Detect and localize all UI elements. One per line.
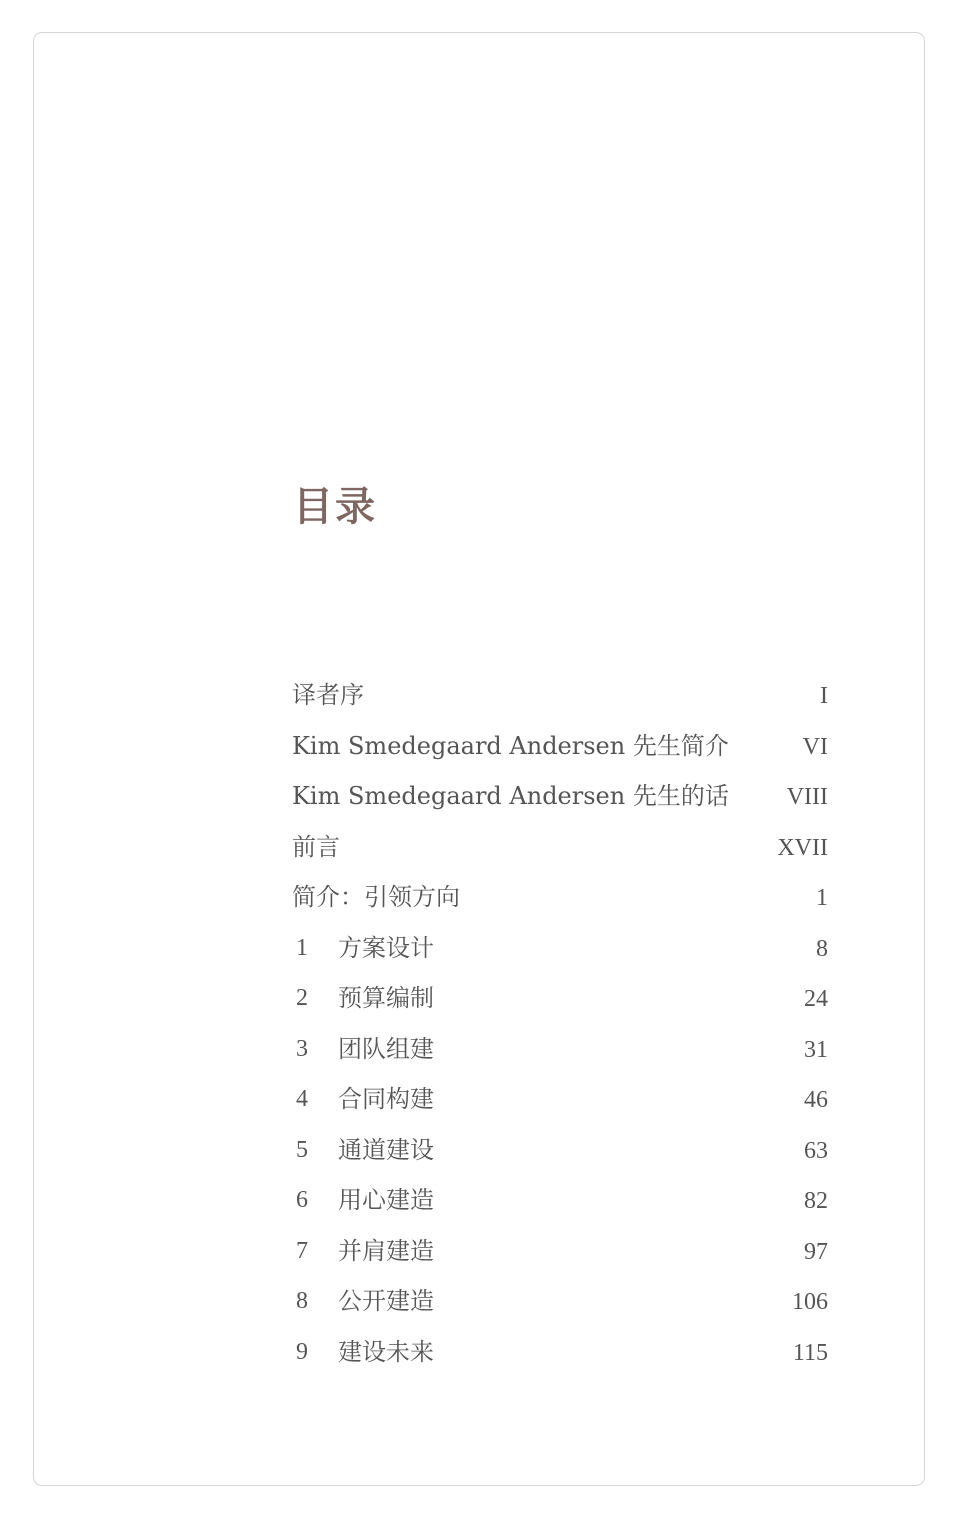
- toc-chapter-9[interactable]: [292, 1327, 828, 1378]
- chapter-page: 115: [792, 1339, 828, 1366]
- chapter-number: 6: [296, 1187, 308, 1213]
- chapter-title: 用心建造: [338, 1186, 434, 1214]
- chapter-page: 63: [804, 1137, 828, 1164]
- toc-entry-page: VIII: [786, 784, 828, 810]
- chapter-page: 46: [804, 1087, 828, 1113]
- toc-entry-translator-preface[interactable]: [292, 670, 828, 721]
- chapter-title: 团队组建: [338, 1034, 434, 1063]
- toc-entry-foreword[interactable]: [292, 822, 828, 873]
- chapter-title: 合同构建: [338, 1085, 434, 1113]
- chapter-number: 5: [296, 1136, 308, 1163]
- toc-title: 目录: [293, 483, 377, 530]
- toc-list: [292, 670, 828, 1377]
- toc-entry-title: Kim Smedegaard Andersen 先生简介: [292, 731, 729, 760]
- toc-chapter-2[interactable]: [292, 973, 828, 1024]
- toc-entry-author-words[interactable]: [292, 771, 828, 822]
- chapter-number: 4: [296, 1086, 308, 1112]
- toc-chapter-5[interactable]: [292, 1125, 828, 1176]
- chapter-page: 97: [804, 1238, 828, 1265]
- toc-entry-title: 简介：引领方向: [292, 883, 460, 911]
- toc-entry-author-profile[interactable]: [292, 721, 828, 772]
- toc-chapter-8[interactable]: [292, 1276, 828, 1327]
- chapter-page: 82: [804, 1188, 828, 1214]
- toc-chapter-3[interactable]: [292, 1024, 828, 1075]
- chapter-page: 24: [804, 986, 828, 1012]
- chapter-number: 7: [296, 1237, 308, 1264]
- chapter-number: 3: [296, 1035, 308, 1062]
- chapter-number: 9: [296, 1338, 308, 1365]
- chapter-number: 1: [296, 934, 308, 961]
- chapter-title: 并肩建造: [338, 1236, 434, 1265]
- chapter-page: 8: [816, 935, 828, 962]
- toc-entry-page: VI: [802, 733, 828, 760]
- chapter-title: 预算编制: [338, 984, 434, 1012]
- chapter-title: 通道建设: [338, 1135, 434, 1164]
- toc-entry-title: 前言: [292, 832, 340, 861]
- toc-entry-title: 译者序: [292, 681, 364, 709]
- toc-chapter-6[interactable]: [292, 1175, 828, 1226]
- toc-entry-page: 1: [816, 885, 828, 911]
- chapter-title: 公开建造: [338, 1287, 434, 1315]
- toc-entry-introduction[interactable]: [292, 872, 828, 923]
- chapter-number: 2: [296, 985, 308, 1011]
- toc-entry-page: I: [820, 683, 828, 709]
- document-page: [33, 32, 925, 1486]
- toc-chapter-7[interactable]: [292, 1226, 828, 1277]
- toc-chapter-4[interactable]: [292, 1074, 828, 1125]
- chapter-title: 建设未来: [338, 1337, 434, 1366]
- chapter-title: 方案设计: [338, 933, 434, 962]
- toc-entry-page: XVII: [777, 834, 828, 861]
- toc-entry-title: Kim Smedegaard Andersen 先生的话: [292, 782, 729, 810]
- chapter-page: 106: [792, 1289, 828, 1315]
- chapter-number: 8: [296, 1288, 308, 1314]
- toc-chapter-1[interactable]: [292, 923, 828, 974]
- chapter-page: 31: [804, 1036, 828, 1063]
